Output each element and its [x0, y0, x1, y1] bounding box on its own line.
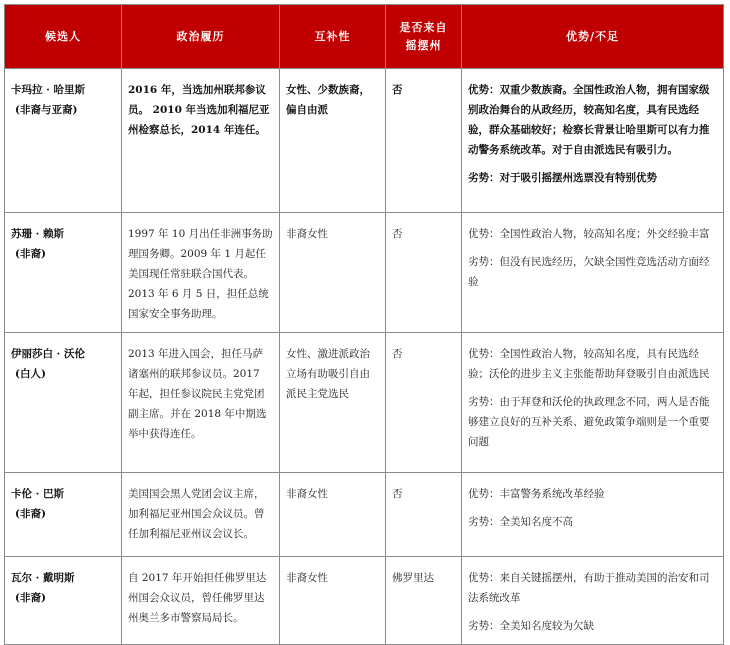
swing-state-cell: 否	[386, 69, 462, 213]
table-row	[5, 333, 724, 473]
pros-text: 优势：全国性政治人物，较高知名度，具有民选经验；沃伦的进步主义主张能帮助拜登吸引自由派选民	[468, 348, 710, 380]
cons-text: 劣势：但没有民选经历，欠缺全国性竞选活动方面经验	[468, 256, 710, 288]
candidate-name: 卡玛拉 · 哈里斯	[11, 84, 85, 96]
candidate-tag: (白人)	[15, 368, 46, 380]
career-cell: 自 2017 年开始担任佛罗里达州国会众议员，曾任佛罗里达州奥兰多市警察局局长。	[122, 557, 280, 645]
pros-cons-cell	[462, 333, 724, 473]
pros-text: 优势：来自关键摇摆州，有助于推动美国的治安和司法系统改革	[468, 572, 710, 604]
candidate-cell	[5, 69, 122, 213]
candidate-name: 苏珊 · 赖斯	[11, 228, 64, 240]
table-row	[5, 473, 724, 557]
table-row	[5, 69, 724, 213]
candidate-name: 伊丽莎白 · 沃伦	[11, 348, 85, 360]
candidate-tag: (非裔)	[15, 508, 46, 520]
vp-candidates-table	[4, 4, 724, 645]
pros-cons-cell	[462, 69, 724, 213]
pros-cons-cell	[462, 557, 724, 645]
pros-cons-cell	[462, 473, 724, 557]
cons-text: 劣势：全美知名度较为欠缺	[468, 620, 594, 632]
table-row	[5, 557, 724, 645]
candidate-tag: (非裔与亚裔)	[15, 104, 78, 116]
complement-cell: 非裔女性	[280, 473, 386, 557]
complement-cell: 非裔女性	[280, 557, 386, 645]
candidate-tag: (非裔)	[15, 248, 46, 260]
complement-cell: 女性、少数族裔，偏自由派	[280, 69, 386, 213]
candidate-cell	[5, 473, 122, 557]
header-row	[5, 5, 724, 69]
header-candidate: 候选人	[5, 5, 122, 69]
swing-state-cell: 否	[386, 213, 462, 333]
pros-text: 优势：丰富警务系统改革经验	[468, 488, 605, 500]
complement-cell: 女性、激进派政治立场有助吸引自由派民主党选民	[280, 333, 386, 473]
cons-text: 劣势：由于拜登和沃伦的执政理念不同，两人是否能够建立良好的互补关系、避免政策争端则是一个重要问题	[468, 396, 710, 448]
swing-state-cell: 否	[386, 473, 462, 557]
candidate-cell	[5, 213, 122, 333]
candidate-cell	[5, 557, 122, 645]
candidate-name: 瓦尔 · 戴明斯	[11, 572, 75, 584]
pros-text: 优势：全国性政治人物，较高知名度；外交经验丰富	[468, 228, 710, 240]
header-swing-state: 是否来自 摇摆州	[386, 5, 462, 69]
swing-state-cell: 否	[386, 333, 462, 473]
header-pros-cons: 优势/不足	[462, 5, 724, 69]
cons-text: 劣势：对于吸引摇摆州选票没有特别优势	[468, 172, 657, 184]
pros-text: 优势：双重少数族裔。全国性政治人物，拥有国家级别政治舞台的从政经历，较高知名度，具有民选经验，群众基础较好；检察长背景让哈里斯可以有力推动警务系统改革。对于自由派选民有吸引力。	[468, 84, 710, 156]
header-career: 政治履历	[122, 5, 280, 69]
pros-cons-cell	[462, 213, 724, 333]
header-complement: 互补性	[280, 5, 386, 69]
candidate-name: 卡伦 · 巴斯	[11, 488, 64, 500]
swing-state-cell: 佛罗里达	[386, 557, 462, 645]
career-cell: 1997 年 10 月出任非洲事务助理国务卿。2009 年 1 月起任美国现任常驻联合国代表。2013 年 6 月 5 日，担任总统国家安全事务助理。	[122, 213, 280, 333]
career-cell: 美国国会黑人党团会议主席，加利福尼亚州国会众议员。曾任加利福尼亚州议会议长。	[122, 473, 280, 557]
candidate-tag: (非裔)	[15, 592, 46, 604]
cons-text: 劣势：全美知名度不高	[468, 516, 573, 528]
table-row	[5, 213, 724, 333]
complement-cell: 非裔女性	[280, 213, 386, 333]
candidate-cell	[5, 333, 122, 473]
career-cell: 2013 年进入国会，担任马萨诸塞州的联邦参议员。2017 年起，担任参议院民主党党团副主席。并在 2018 年中期选举中获得连任。	[122, 333, 280, 473]
career-cell: 2016 年，当选加州联邦参议员。 2010 年当选加利福尼亚州检察总长，2014 年连任。	[122, 69, 280, 213]
